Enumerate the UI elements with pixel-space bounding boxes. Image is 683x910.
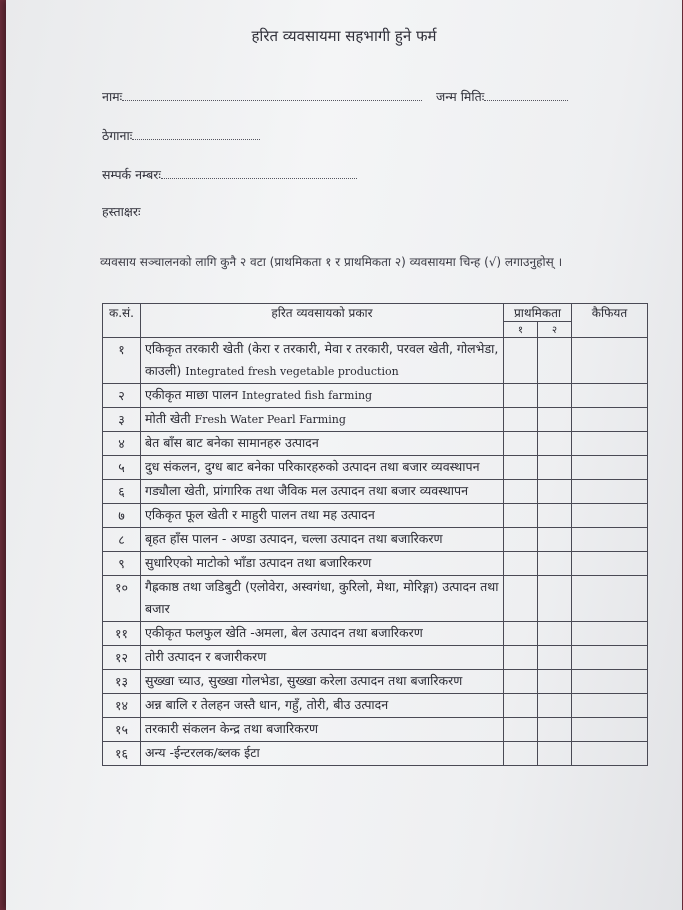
remarks-cell[interactable]	[572, 432, 648, 456]
dob-label: जन्म मितिः	[436, 89, 485, 104]
priority-2-checkbox-cell[interactable]	[538, 646, 572, 670]
business-type-cell	[141, 694, 504, 718]
business-type-english: Integrated fish farming	[241, 389, 373, 402]
table-row	[103, 456, 648, 480]
priority-header: प्राथमिकता	[504, 304, 572, 322]
serial-cell: ६	[103, 480, 141, 504]
business-type-nepali: गैह्रकाष्ठ तथा जडिबुटी (एलोवेरा, अस्वगंधा, कुरिलो, मेथा, मोरिङ्गा) उत्पादन तथा बजार	[145, 579, 499, 616]
table-row	[103, 338, 648, 384]
priority-1-checkbox-cell[interactable]	[504, 432, 538, 456]
name-blank[interactable]	[122, 90, 422, 101]
signature-field[interactable]	[102, 203, 140, 220]
signature-label: हस्ताक्षरः	[102, 204, 141, 219]
priority-2-checkbox-cell[interactable]	[538, 408, 572, 432]
priority-1-header: १	[504, 322, 538, 338]
business-type-nepali: दुध संकलन, दुग्ध बाट बनेका परिकारहरुको उत्पादन तथा बजार व्यवस्थापन	[145, 459, 480, 474]
business-type-nepali: सुख्खा च्याउ, सुख्खा गोलभेडा, सुख्खा करेला उत्पादन तथा बजारिकरण	[145, 673, 463, 688]
serial-cell: १५	[103, 718, 141, 742]
business-type-cell	[141, 576, 504, 622]
priority-1-checkbox-cell[interactable]	[504, 384, 538, 408]
business-table	[102, 303, 648, 766]
priority-2-checkbox-cell[interactable]	[538, 576, 572, 622]
table-row	[103, 552, 648, 576]
table-row	[103, 528, 648, 552]
business-type-nepali: गड्यौला खेती, प्रांगारिक तथा जैविक मल उत्पादन तथा बजार व्यवस्थापन	[145, 483, 469, 498]
priority-2-checkbox-cell[interactable]	[538, 622, 572, 646]
table-row	[103, 408, 648, 432]
table-row	[103, 694, 648, 718]
business-type-nepali: एकिकृत फूल खेती र माहुरी पालन तथा मह उत्पादन	[145, 507, 375, 522]
serial-cell: ११	[103, 622, 141, 646]
remarks-cell[interactable]	[572, 694, 648, 718]
address-blank[interactable]	[132, 129, 260, 140]
priority-1-checkbox-cell[interactable]	[504, 552, 538, 576]
business-type-nepali: एकीकृत माछा पालन	[145, 387, 238, 402]
serial-cell: १६	[103, 742, 141, 766]
business-type-nepali: तोरी उत्पादन र बजारीकरण	[145, 649, 267, 664]
business-type-cell	[141, 646, 504, 670]
form-title: हरित व्यवसायमा सहभागी हुने फर्म	[251, 27, 437, 45]
serial-cell: ४	[103, 432, 141, 456]
serial-cell: ५	[103, 456, 141, 480]
serial-cell: ३	[103, 408, 141, 432]
priority-1-checkbox-cell[interactable]	[504, 742, 538, 766]
priority-1-checkbox-cell[interactable]	[504, 408, 538, 432]
remarks-cell[interactable]	[572, 576, 648, 622]
serial-cell: ८	[103, 528, 141, 552]
remarks-cell[interactable]	[572, 646, 648, 670]
serial-cell: १३	[103, 670, 141, 694]
business-type-nepali: एकीकृत फलफुल खेति -अमला, बेल उत्पादन तथा बजारिकरण	[145, 625, 423, 640]
table-row	[103, 622, 648, 646]
business-type-nepali: बेत बाँस बाट बनेका सामानहरु उत्पादन	[145, 435, 319, 450]
priority-2-checkbox-cell[interactable]	[538, 718, 572, 742]
business-type-nepali: बृहत हाँस पालन - अण्डा उत्पादन, चल्ला उत्पादन तथा बजारिकरण	[145, 531, 443, 546]
priority-2-checkbox-cell[interactable]	[538, 504, 572, 528]
business-type-nepali: मोती खेती	[145, 411, 191, 426]
priority-1-checkbox-cell[interactable]	[504, 718, 538, 742]
business-type-cell	[141, 622, 504, 646]
serial-cell: १	[103, 338, 141, 384]
serial-cell: १०	[103, 576, 141, 622]
remarks-cell[interactable]	[572, 670, 648, 694]
priority-2-checkbox-cell[interactable]	[538, 552, 572, 576]
remarks-cell[interactable]	[572, 408, 648, 432]
priority-2-checkbox-cell[interactable]	[538, 528, 572, 552]
table-row	[103, 504, 648, 528]
priority-1-checkbox-cell[interactable]	[504, 622, 538, 646]
business-type-cell	[141, 456, 504, 480]
priority-2-checkbox-cell[interactable]	[538, 432, 572, 456]
business-type-cell	[141, 552, 504, 576]
business-type-nepali: सुधारिएको माटोको भाँडा उत्पादन तथा बजारिकरण	[145, 555, 372, 570]
business-type-header: हरित व्यवसायको प्रकार	[141, 304, 504, 338]
remarks-cell[interactable]	[572, 384, 648, 408]
remarks-cell[interactable]	[572, 480, 648, 504]
serial-cell: ९	[103, 552, 141, 576]
business-type-cell	[141, 528, 504, 552]
business-type-cell	[141, 718, 504, 742]
priority-2-checkbox-cell[interactable]	[538, 670, 572, 694]
business-type-cell	[141, 338, 504, 384]
priority-2-checkbox-cell[interactable]	[538, 694, 572, 718]
dob-blank[interactable]	[484, 90, 568, 101]
priority-2-header: २	[538, 322, 572, 338]
priority-2-checkbox-cell[interactable]	[538, 456, 572, 480]
instruction-text: व्यवसाय सञ्चालनको लागि कुनै २ वटा (प्राथमिकता १ र प्राथमिकता २) व्यवसायमा चिन्ह (√) लगाउनुहोस् ।	[100, 255, 563, 269]
priority-1-checkbox-cell[interactable]	[504, 646, 538, 670]
remarks-cell[interactable]	[572, 456, 648, 480]
remarks-cell[interactable]	[572, 622, 648, 646]
table-row	[103, 718, 648, 742]
serial-cell: ७	[103, 504, 141, 528]
table-row	[103, 646, 648, 670]
remarks-cell[interactable]	[572, 742, 648, 766]
table-row	[103, 576, 648, 622]
serial-header: क.सं.	[103, 304, 141, 338]
table-row	[103, 384, 648, 408]
name-field[interactable]	[102, 88, 422, 105]
name-label: नामः	[102, 89, 123, 104]
priority-2-checkbox-cell[interactable]	[538, 742, 572, 766]
business-type-english: Integrated fresh vegetable production	[185, 365, 399, 378]
remarks-header: कैफियत	[572, 304, 648, 338]
business-type-cell	[141, 432, 504, 456]
dob-field[interactable]	[436, 88, 568, 105]
table-header-row	[103, 304, 648, 322]
priority-1-checkbox-cell[interactable]	[504, 694, 538, 718]
remarks-cell[interactable]	[572, 504, 648, 528]
priority-1-checkbox-cell[interactable]	[504, 480, 538, 504]
priority-1-checkbox-cell[interactable]	[504, 504, 538, 528]
contact-blank[interactable]	[161, 168, 357, 179]
table-row	[103, 480, 648, 504]
priority-2-checkbox-cell[interactable]	[538, 338, 572, 384]
serial-cell: १२	[103, 646, 141, 670]
address-field[interactable]	[102, 127, 260, 144]
table-row	[103, 742, 648, 766]
business-type-nepali: एकिकृत तरकारी खेती (केरा र तरकारी, मेवा र तरकारी, परवल खेती, गोलभेडा, काउली)	[145, 341, 499, 378]
business-type-cell	[141, 384, 504, 408]
business-type-english: Fresh Water Pearl Farming	[194, 413, 346, 426]
priority-2-checkbox-cell[interactable]	[538, 384, 572, 408]
business-type-cell	[141, 480, 504, 504]
business-type-nepali: अन्न बालि र तेलहन जस्तै धान, गहुँ, तोरी, बीउ उत्पादन	[145, 697, 389, 712]
address-label: ठेगानाः	[102, 128, 133, 143]
remarks-cell[interactable]	[572, 528, 648, 552]
priority-1-checkbox-cell[interactable]	[504, 670, 538, 694]
business-type-cell	[141, 670, 504, 694]
remarks-cell[interactable]	[572, 552, 648, 576]
business-type-cell	[141, 408, 504, 432]
contact-label: सम्पर्क नम्बरः	[102, 167, 161, 182]
priority-1-checkbox-cell[interactable]	[504, 528, 538, 552]
priority-2-checkbox-cell[interactable]	[538, 480, 572, 504]
table-row	[103, 432, 648, 456]
table-row	[103, 670, 648, 694]
serial-cell: १४	[103, 694, 141, 718]
contact-field[interactable]	[102, 166, 357, 183]
business-type-cell	[141, 504, 504, 528]
remarks-cell[interactable]	[572, 718, 648, 742]
priority-1-checkbox-cell[interactable]	[504, 456, 538, 480]
paper-sheet	[6, 0, 682, 910]
priority-1-checkbox-cell[interactable]	[504, 338, 538, 384]
business-type-nepali: अन्य -ईन्टरलक/ब्लक ईटा	[145, 745, 260, 760]
remarks-cell[interactable]	[572, 338, 648, 384]
serial-cell: २	[103, 384, 141, 408]
priority-1-checkbox-cell[interactable]	[504, 576, 538, 622]
business-type-nepali: तरकारी संकलन केन्द्र तथा बजारिकरण	[145, 721, 318, 736]
business-type-cell	[141, 742, 504, 766]
